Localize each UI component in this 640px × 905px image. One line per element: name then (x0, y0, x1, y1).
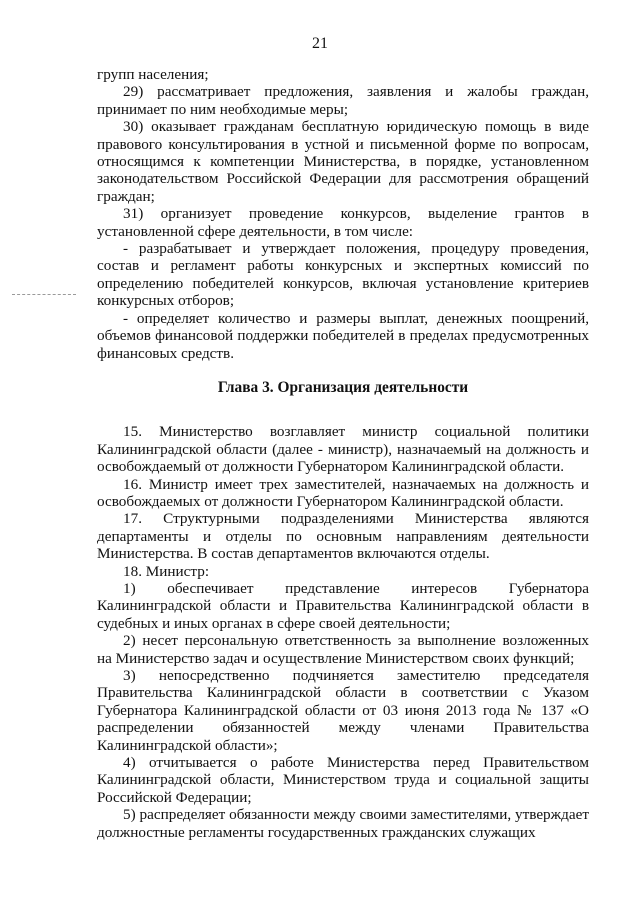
paragraph: 18. Министр: (123, 562, 210, 580)
paragraph: 29) рассматривает предложения, заявления и жалобы граждан, принимает по ним необходимые меры; (97, 83, 589, 118)
paragraph: 17. Структурными подразделениями Министерства являются департаменты и отделы по основным направлениям деятельности Министерства. В состав департаментов включаются отделы. (97, 510, 589, 563)
paragraph: - определяет количество и размеры выплат, денежных поощрений, объемов финансовой поддержки победителей в пределах предусмотренных финансовых средств. (97, 309, 589, 362)
duties-list-continued (97, 66, 589, 362)
paragraph: 16. Министр имеет трех заместителей, назначаемых на должность и освобождаемых от должности Губернатором Калининградской области. (97, 475, 589, 510)
paragraph: групп населения; (97, 66, 209, 83)
paragraph: 3) непосредственно подчиняется заместителю председателя Правительства Калининградской области в соответствии с Указом Губернатора Калининградской области от 03 июня 2013 года № 137 «О распределении обязанностей между членами Правительства Калининградской области»; (97, 667, 589, 754)
chapter-3-body (97, 423, 589, 841)
document-body (97, 66, 589, 841)
paragraph: 4) отчитывается о работе Министерства перед Правительством Калининградской области, Министерством труда и социальной защиты Российской Федерации; (97, 754, 589, 806)
scan-artifact-dashes (12, 294, 76, 297)
paragraph: 2) несет персональную ответственность за выполнение возложенных на Министерство задач и осуществление Министерством своих функций; (97, 632, 589, 667)
paragraph: 30) оказывает гражданам бесплатную юридическую помощь в виде правового консультирования в устной и письменной форме по вопросам, относящимся к компетенции Министерства, в порядке, установленном законодательством Российской Федерации для рассмотрения обращений граждан; (97, 118, 589, 205)
chapter-heading: Глава 3. Организация деятельности (217, 378, 469, 396)
paragraph: 5) распределяет обязанности между своими заместителями, утверждает должностные регламенты государственных гражданских служащих (97, 806, 589, 841)
paragraph: 15. Министерство возглавляет министр социальной политики Калининградской области (далее - министр), назначаемый на должность и освобождаемый от должности Губернатором Калининградской области. (97, 423, 589, 476)
paragraph: 1) обеспечивает представление интересов Губернатора Калининградской области и Правительства Калининградской области в судебных и иных органах в сфере своей деятельности; (97, 579, 589, 632)
paragraph: 31) организует проведение конкурсов, выделение грантов в установленной сфере деятельности, в том числе: (97, 205, 589, 240)
page-number: 21 (312, 35, 328, 52)
paragraph: - разрабатывает и утверждает положения, процедуру проведения, состав и регламент работы конкурсных и экспертных комиссий по определению победителей конкурсов, включая установление критериев конкурсных отборов; (97, 240, 589, 310)
